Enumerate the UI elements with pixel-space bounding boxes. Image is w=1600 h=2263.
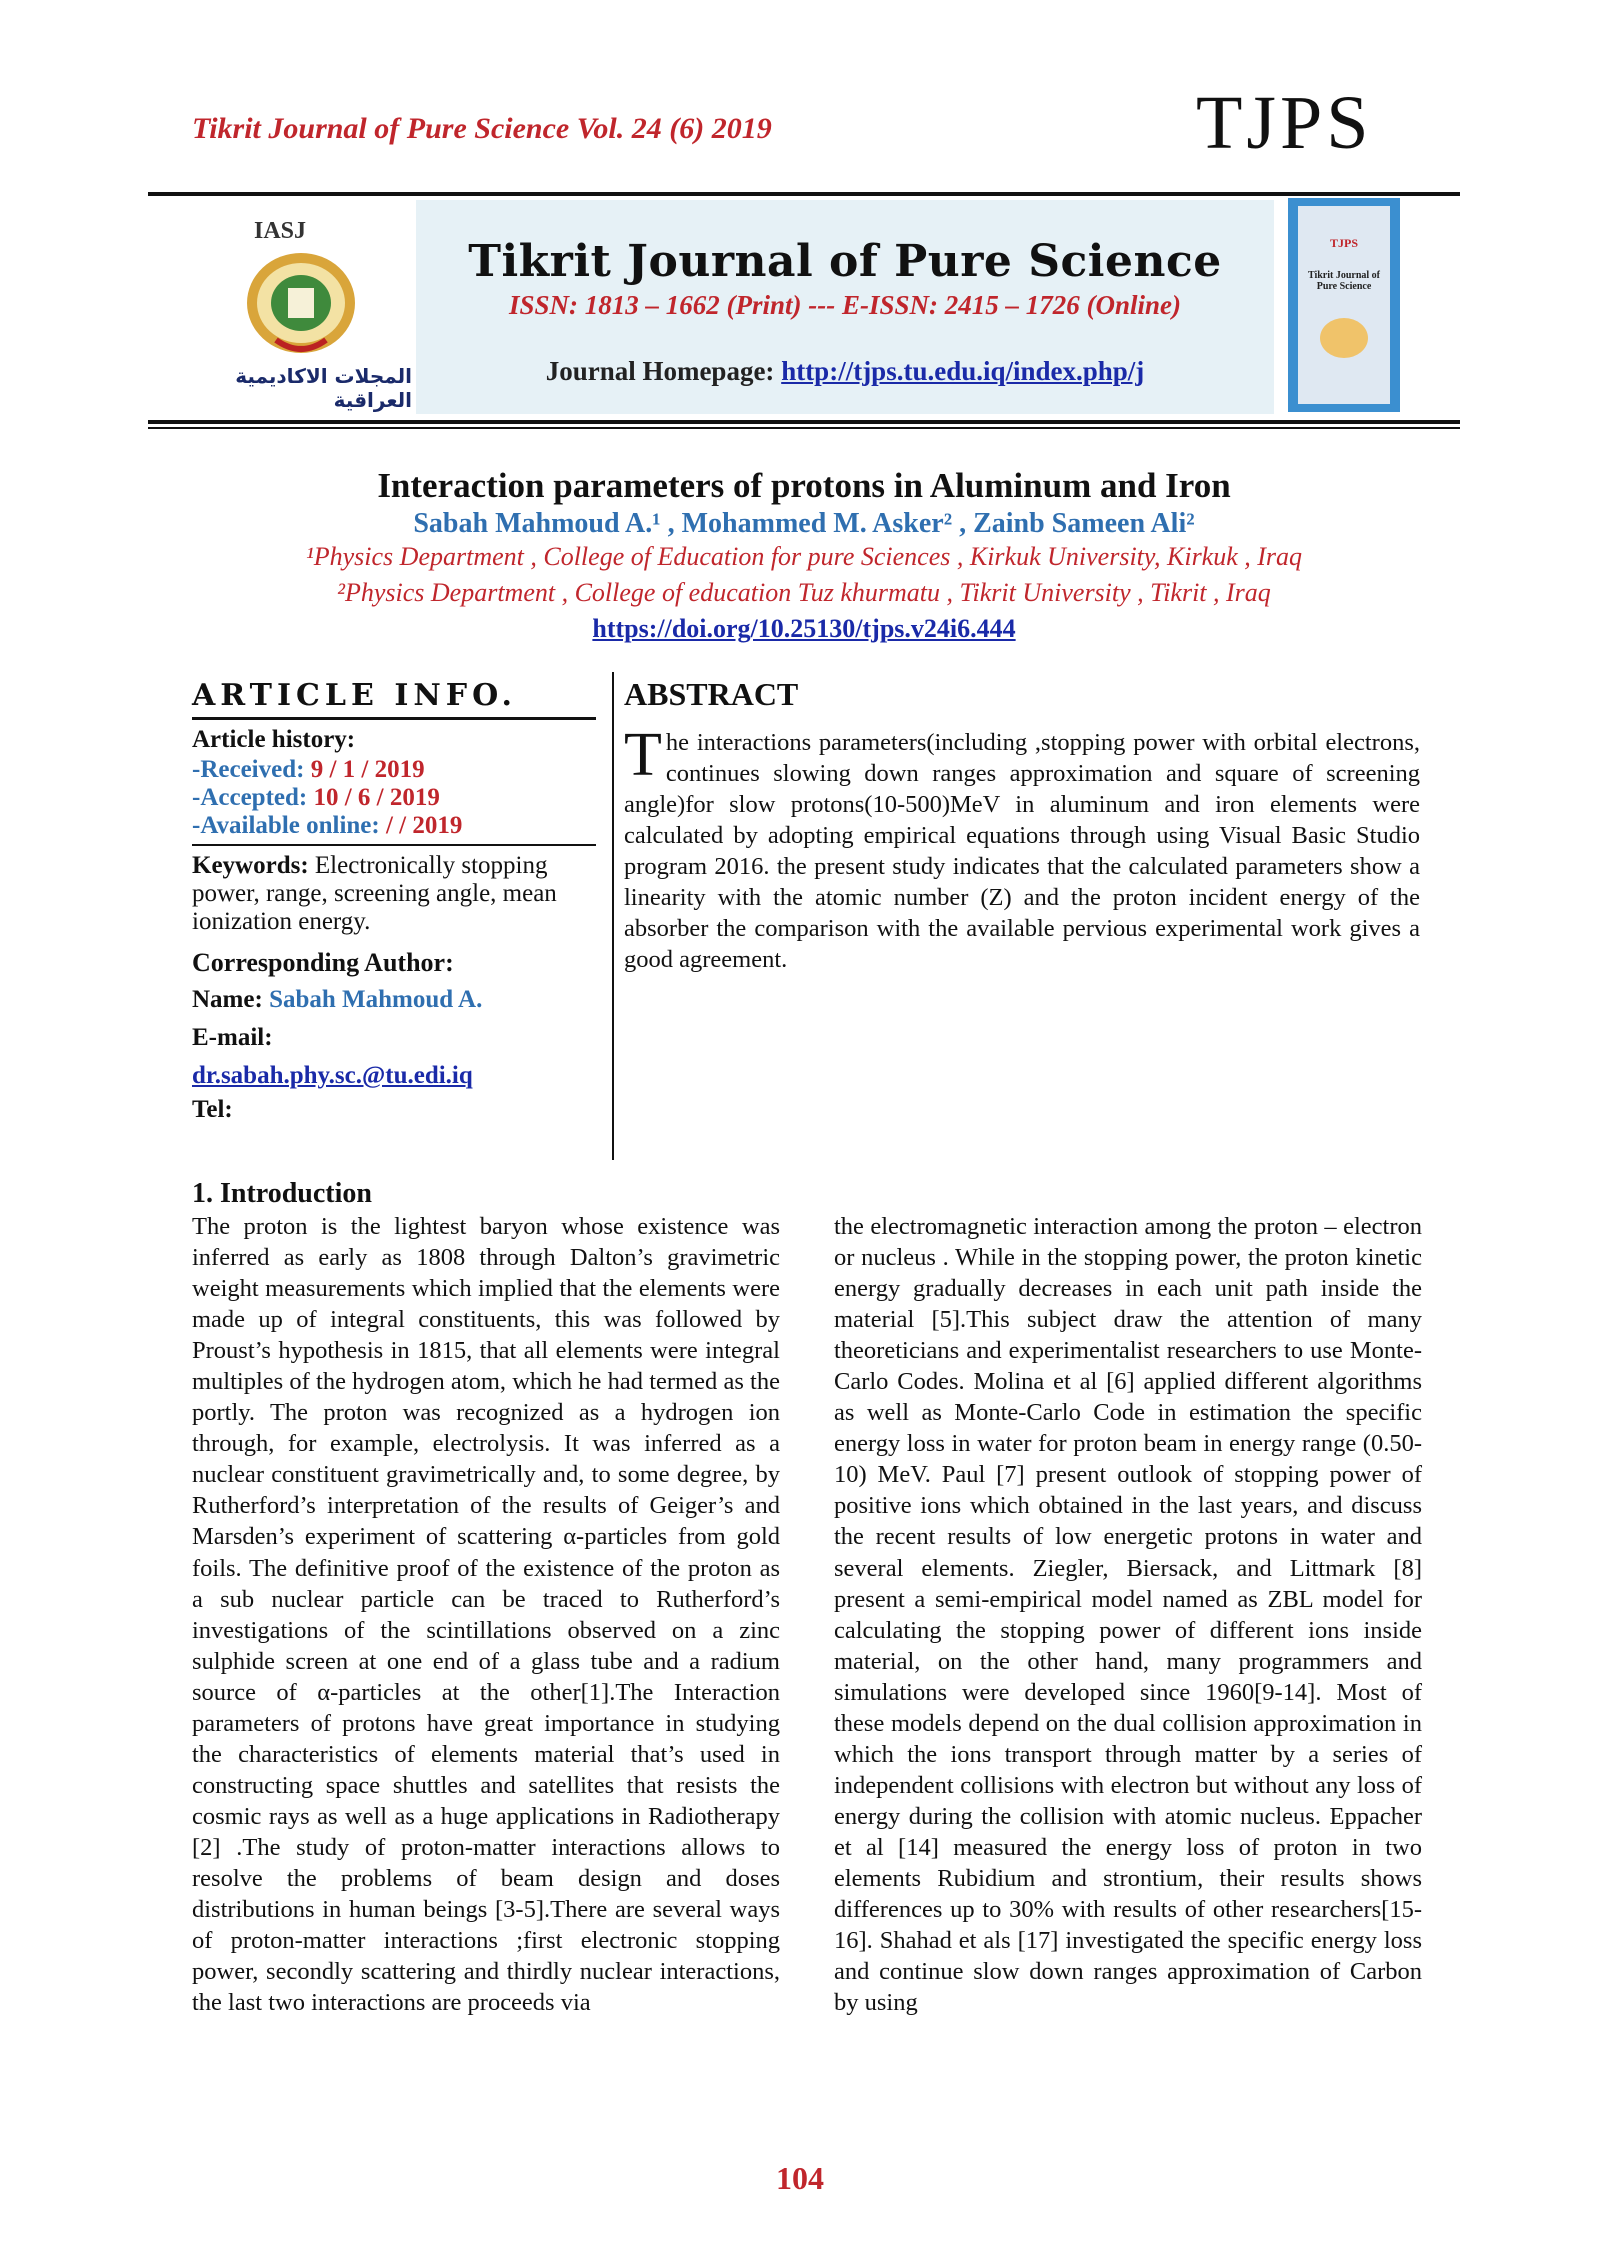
received-label: -Received: <box>192 756 305 783</box>
journal-volume-line: Tikrit Journal of Pure Science Vol. 24 (6) 2019 <box>192 112 772 145</box>
abstract-text <box>624 721 1420 975</box>
accepted-label: -Accepted: <box>192 784 308 811</box>
article-info-panel <box>192 678 596 1124</box>
cover-emblem-icon <box>1320 318 1368 358</box>
intro-column-2: the electromagnetic interaction among the proton – electron or nucleus . While in the stopping power, the proton kinetic energy gradually decreases in each unit path inside the material [5].This subject draw the attention of many theoreticians and experimentalist researchers to use Monte-Carlo Codes. Molina et al [6] applied different algorithms as well as Monte-Carlo Code in estimation the specific energy loss in water for proton beam in energy range (0.50-10) MeV. Paul [7] present outlook of stopping power of positive ions which obtained in the last years, and discuss the recent results of low energetic protons in water and several elements. Ziegler, Biersack, and Littmark [8] present a semi-empirical model named as ZBL model for calculating the stopping power of different ions inside material, on the other hand, many programmers and simulations were developed since 1960[9-14]. Most of these models depend on the dual collision approximation in which the ions transport through matter by a series of independent collisions with electron but without any loss of energy during the collision with atomic nucleus. Eppacher et al [14] measured the energy loss of proton in two elements Rubidium and strontium, their results shows differences up to 30% with results of other researchers[15-16]. Shahad et als [17] investigated the specific energy loss and continue slow down ranges approximation of Carbon by using <box>834 1213 1422 2017</box>
affiliation-2: ²Physics Department , College of education Tuz khurmatu , Tikrit University , Tikrit , Iraq <box>337 578 1271 607</box>
email-link[interactable]: dr.sabah.phy.sc.@tu.edi.iq <box>192 1062 473 1089</box>
banner-center-panel <box>416 200 1274 414</box>
paper-authors: Sabah Mahmoud A.¹ , Mohammed M. Asker² , Zainb Sameen Ali² <box>413 508 1195 539</box>
received-value: 9 / 1 / 2019 <box>310 756 425 783</box>
intro-column-1: The proton is the lightest baryon whose existence was inferred as early as 1808 through Dalton’s gravimetric weight measurements which implied that the elements were made up of integral constituents, this was followed by Proust’s hypothesis in 1815, that all elements were integral multiples of the hydrogen atom, which he had termed as the portly. The proton was recognized as a hydrogen ion through, for example, electrolysis. It was inferred as a nuclear constituent gravimetrically and, to some degree, by Rutherford’s interpretation of the results of Geiger’s and Marsden’s experiment of scattering α-particles from gold foils. The definitive proof of the existence of the proton as a sub nuclear particle can be traced to Rutherford’s investigations of the scintillations observed on a zinc sulphide screen at one end of a glass tube and a radium source of α-particles at the other[1].The Interaction parameters of protons have great importance in studying the characteristics of elements material that’s used in constructing space shuttles and satellites that resists the cosmic rays as well as a huge applications in Radiotherapy [2] .The study of proton-matter interactions allows to resolve the problems of beam design and doses distributions in human beings [3-5].There are several ways of proton-matter interactions ;first electronic stopping power, secondly scattering and thirdly nuclear interactions, the last two interactions are proceeds via <box>192 1213 780 2017</box>
history-rule <box>192 844 596 846</box>
available-line <box>192 812 596 840</box>
available-value: / / 2019 <box>385 812 463 839</box>
journal-cover-thumbnail <box>1288 198 1400 412</box>
abstract-heading: ABSTRACT <box>624 676 799 712</box>
iasj-arabic-text: المجلات الاكاديمية العراقية <box>235 364 412 412</box>
banner-bottom-rule-thin <box>148 427 1460 429</box>
tel-label: Tel: <box>192 1096 233 1123</box>
keywords-text: Electronically stopping power, range, screening angle, mean ionization energy. <box>192 852 557 935</box>
abstract-section <box>624 676 1420 975</box>
iasj-logo <box>192 218 412 412</box>
tjps-brand: TJPS <box>1196 81 1373 165</box>
article-info-heading: ARTICLE INFO. <box>192 678 517 713</box>
cover-title: Tikrit Journal of Pure Science <box>1307 270 1381 292</box>
paper-title: Interaction parameters of protons in Aluminum and Iron <box>377 466 1231 505</box>
cover-tjps: TJPS <box>1329 236 1358 250</box>
banner-bottom-rule <box>148 420 1460 424</box>
journal-homepage <box>416 356 1274 387</box>
accepted-line <box>192 784 596 812</box>
accepted-value: 10 / 6 / 2019 <box>313 784 440 811</box>
abstract-dropcap: T <box>624 721 662 789</box>
doi-link[interactable]: https://doi.org/10.25130/tjps.v24i6.444 <box>592 614 1016 643</box>
author-name-line <box>192 986 596 1014</box>
email-label: E-mail: <box>192 1024 273 1051</box>
introduction-heading: 1. Introduction <box>192 1178 372 1209</box>
journal-banner <box>148 196 1460 418</box>
cover-inner <box>1298 206 1390 404</box>
keywords-block <box>192 852 596 936</box>
name-value: Sabah Mahmoud A. <box>269 986 483 1013</box>
issn-line: ISSN: 1813 – 1662 (Print) --- E-ISSN: 2415 – 1726 (Online) <box>508 290 1182 320</box>
iasj-emblem-icon <box>236 248 366 358</box>
available-label: -Available online: <box>192 812 380 839</box>
article-info-rule <box>192 717 596 720</box>
corresponding-author-label: Corresponding Author: <box>192 948 454 977</box>
keywords-label: Keywords: <box>192 852 309 879</box>
journal-title: Tikrit Journal of Pure Science <box>468 236 1222 287</box>
info-abstract-divider <box>612 672 614 1160</box>
name-label: Name: <box>192 986 263 1013</box>
homepage-label: Journal Homepage: <box>545 356 782 386</box>
homepage-link[interactable]: http://tjps.tu.edu.iq/index.php/j <box>781 356 1145 386</box>
affiliation-1: ¹Physics Department , College of Education for pure Sciences , Kirkuk University, Kirkuk , Iraq <box>305 542 1303 571</box>
iasj-label: IASJ <box>254 218 307 244</box>
received-line <box>192 756 596 784</box>
page-number: 104 <box>776 2160 824 2196</box>
abstract-body: he interactions parameters(including ,stopping power with orbital electrons, continues slowing down ranges approximation and square of screening angle)for slow protons(10-500)MeV in aluminum and iron elements were calculated by adopting empirical equations through using Visual Basic Studio program 2016. the present study indicates that the calculated parameters show a linearity with the atomic number (Z) and the proton incident energy of the absorber the comparison with the available pervious experimental work gives a good agreement. <box>624 729 1420 973</box>
article-history-label: Article history: <box>192 726 356 753</box>
